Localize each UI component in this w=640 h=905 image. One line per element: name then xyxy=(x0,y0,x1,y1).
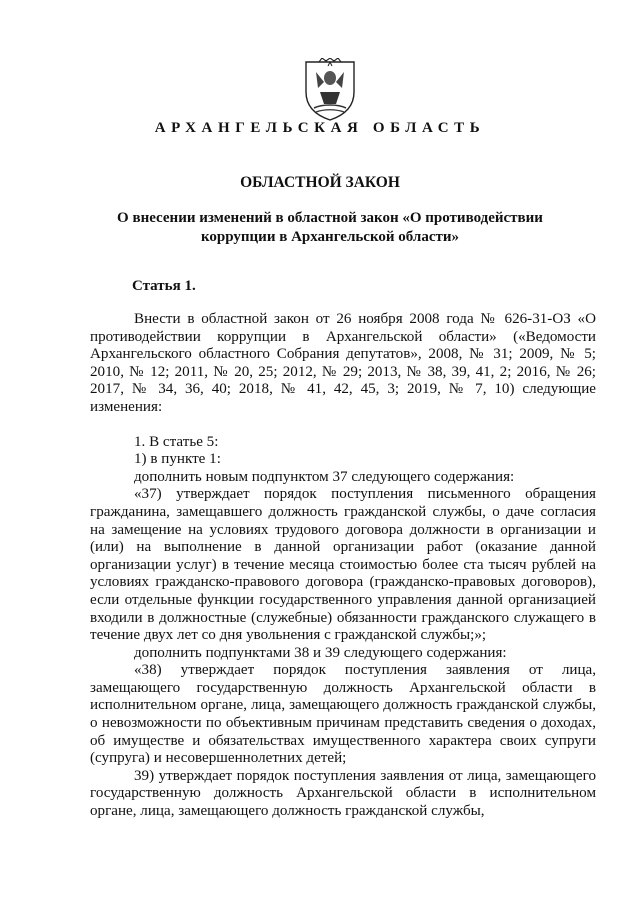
document-title: О внесении изменений в областной закон «О противодействии коррупции в Архангельской области» xyxy=(117,210,543,245)
body-paragraph: 39) утверждает порядок поступления заявления от лица, замещающего государственную должность Архангельской области в исполнительном органе, лица, замещающего должность гражданской службы, xyxy=(90,767,596,820)
body-paragraph: «38) утверждает порядок поступления заявления от лица, замещающего государственную должность Архангельской области в исполнительном органе, лица, замещающего должность гражданской службы, о невозможности по объективным причинам представить сведения о доходах, об имуществе и обязательствах имущественного характера своих супруги (супруга) и несовершеннолетних детей; xyxy=(90,662,596,767)
article-heading: Статья 1. xyxy=(132,278,196,294)
body-paragraph: 1. В статье 5: xyxy=(134,433,219,450)
body-paragraph: дополнить новым подпунктом 37 следующего содержания: xyxy=(134,468,515,485)
document-type: ОБЛАСТНОЙ ЗАКОН xyxy=(240,174,400,191)
region-title: АРХАНГЕЛЬСКАЯ ОБЛАСТЬ xyxy=(154,120,486,136)
document-body xyxy=(90,311,596,821)
coat-of-arms-icon xyxy=(302,58,358,122)
body-paragraph: «37) утверждает порядок поступления письменного обращения гражданина, замещавшего должность гражданской службы, о даче согласия на замещение на условиях трудового договора должности в организации и (или) на выполнение в данной организации работ (оказание данной организации услуг) в течение месяца стоимостью более ста тысяч рублей на условиях гражданско-правового договора (гражданско-правовых договоров), если отдельные функции государственного управления данной организацией входили в должностные (служебные) обязанности гражданского служащего в течение двух лет со дня увольнения с гражданской службы;»; xyxy=(90,486,596,644)
body-paragraph: Внести в областной закон от 26 ноября 2008 года № 626-31-ОЗ «О противодействии коррупции в Архангельской области» («Ведомости Архангельского областного Собрания депутатов», 2008, № 31; 2009, № 5; 2010, № 12; 2011, № 20, 25; 2012, № 29; 2013, № 38, 39, 41, 2; 2016, № 26; 2017, № 34, 36, 40; 2018, № 41, 42, 45, 3; 2019, № 7, 10) следующие изменения: xyxy=(90,311,596,415)
body-paragraph: дополнить подпунктами 38 и 39 следующего содержания: xyxy=(134,644,507,661)
body-paragraph: 1) в пункте 1: xyxy=(134,451,221,468)
